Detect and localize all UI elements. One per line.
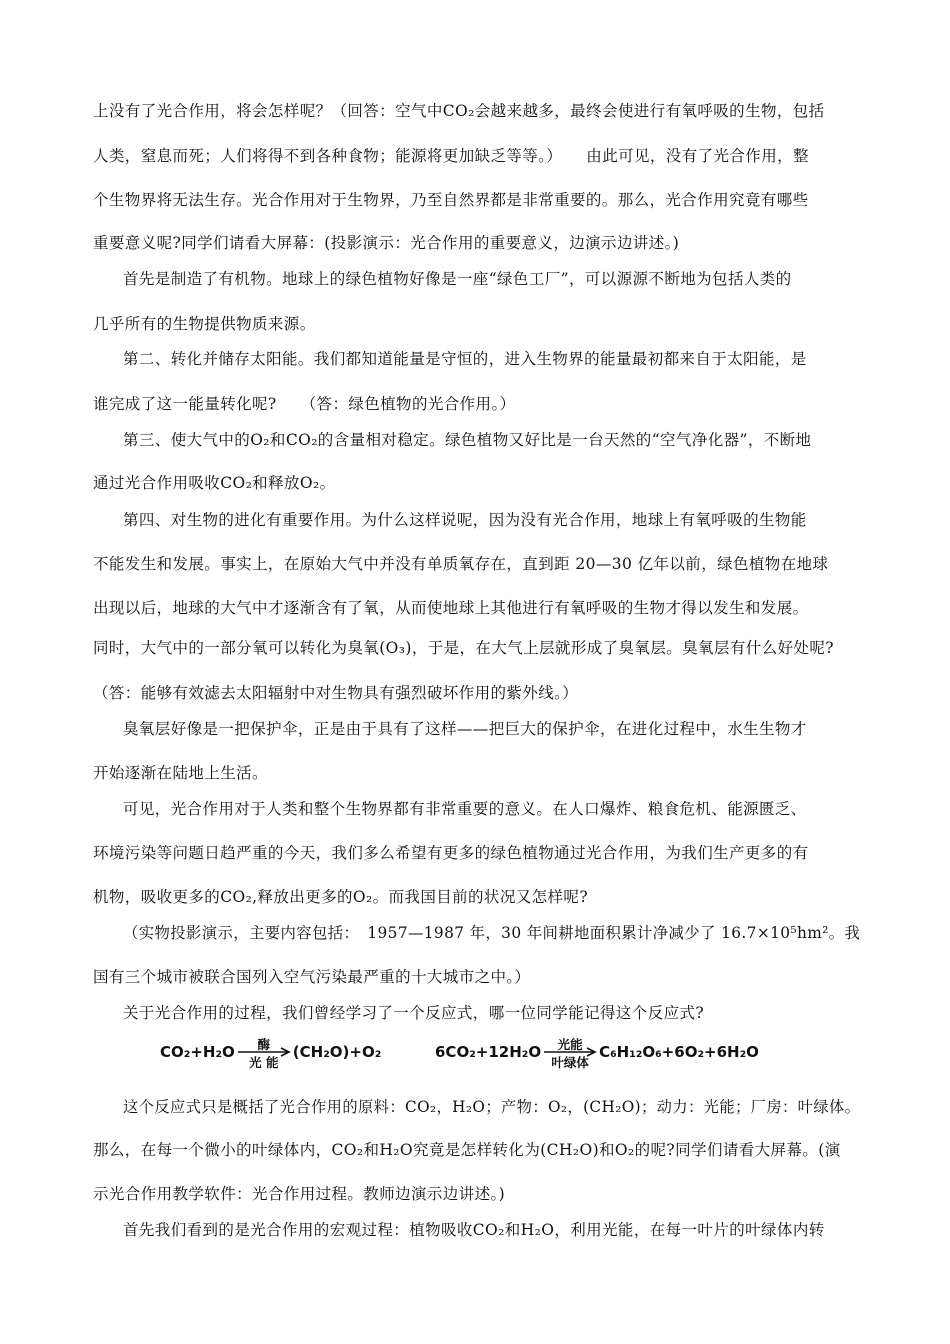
text-line: 重要意义呢?同学们请看大屏幕：(投影演示：光合作用的重要意义，边演示边讲述。) xyxy=(93,234,680,252)
arrow-condition-bottom: 光 能 xyxy=(249,1055,279,1070)
paragraph-first-line: 第四、对生物的进化有重要作用。为什么这样说呢，因为没有光合作用，地球上有氧呼吸的生物能 xyxy=(123,511,807,529)
text-line: （答：能够有效滤去太阳辐射中对生物具有强烈破坏作用的紫外线。） xyxy=(93,684,579,702)
equation-reactants: 6CO₂+12H₂O xyxy=(435,1043,542,1061)
paragraph-first-line: 第三、使大气中的O₂和CO₂的含量相对稳定。绿色植物又好比是一台天然的“空气净化器”，不断地 xyxy=(123,431,812,449)
text-line: 开始逐渐在陆地上生活。 xyxy=(93,764,268,782)
text-line: 环境污染等问题日趋严重的今天，我们多么希望有更多的绿色植物通过光合作用，为我们生产更多的有 xyxy=(93,844,809,862)
paragraph-first-line: 第二、转化并储存太阳能。我们都知道能量是守恒的，进入生物界的能量最初都来自于太阳能，是 xyxy=(123,350,807,368)
text-line: 同时，大气中的一部分氧可以转化为臭氧(O₃)，于是，在大气上层就形成了臭氧层。臭氧层有什么好处呢? xyxy=(93,639,834,657)
paragraph-first-line: 首先是制造了有机物。地球上的绿色植物好像是一座“绿色工厂”，可以源源不断地为包括人类的 xyxy=(123,270,792,288)
arrow-condition-bottom: 叶绿体 xyxy=(551,1055,589,1070)
paragraph-first-line: （实物投影演示，主要内容包括： 1957—1987 年，30 年间耕地面积累计净减少了 16.7×10⁵hm²。我 xyxy=(123,924,861,942)
text-line: 机物，吸收更多的CO₂,释放出更多的O₂。而我国目前的状况又怎样呢? xyxy=(93,888,589,906)
reaction-arrow xyxy=(237,1037,291,1070)
equation-reactants: CO₂+H₂O xyxy=(160,1043,235,1061)
text-line: 出现以后，地球的大气中才逐渐含有了氧，从而使地球上其他进行有氧呼吸的生物才得以发生和发展。 xyxy=(93,599,809,617)
equation-products: C₆H₁₂O₆+6O₂+6H₂O xyxy=(599,1043,759,1061)
arrow-condition-top: 光能 xyxy=(557,1037,583,1052)
text-line: 不能发生和发展。事实上，在原始大气中并没有单质氧存在，直到距 20—30 亿年以前，绿色植物在地球 xyxy=(93,555,829,573)
equation-products: (CH₂O)+O₂ xyxy=(292,1043,382,1061)
paragraph-first-line: 首先我们看到的是光合作用的宏观过程：植物吸收CO₂和H₂O，利用光能，在每一叶片的叶绿体内转 xyxy=(123,1221,825,1239)
text-line: 人类，窒息而死；人们将得不到各种食物；能源将更加缺乏等等。） 由此可见，没有了光合作用，整 xyxy=(93,147,809,165)
reaction-arrow xyxy=(543,1037,597,1070)
paragraph-first-line: 可见，光合作用对于人类和整个生物界都有非常重要的意义。在人口爆炸、粮食危机、能源匮乏、 xyxy=(123,800,807,818)
paragraph-first-line: 臭氧层好像是一把保护伞，正是由于具有了这样——把巨大的保护伞，在进化过程中，水生生物才 xyxy=(123,720,807,738)
paragraph-first-line: 这个反应式只是概括了光合作用的原料：CO₂，H₂O；产物：O₂，(CH₂O)；动力：光能；厂房：叶绿体。 xyxy=(123,1098,861,1116)
paragraph-first-line: 关于光合作用的过程，我们曾经学习了一个反应式，哪一位同学能记得这个反应式? xyxy=(123,1004,705,1022)
text-line: 国有三个城市被联合国列入空气污染最严重的十大城市之中。） xyxy=(93,968,531,986)
text-line: 通过光合作用吸收CO₂和释放O₂。 xyxy=(93,474,336,492)
arrow-condition-top: 酶 xyxy=(257,1037,271,1052)
text-line: 个生物界将无法生存。光合作用对于生物界，乃至自然界都是非常重要的。那么，光合作用究竟有哪些 xyxy=(93,191,809,209)
text-line: 几乎所有的生物提供物质来源。 xyxy=(93,315,316,333)
photosynthesis-equation-full xyxy=(435,1037,759,1073)
text-line: 谁完成了这一能量转化呢? （答：绿色植物的光合作用。） xyxy=(93,395,516,413)
photosynthesis-equation-simple xyxy=(160,1037,381,1073)
text-line: 上没有了光合作用，将会怎样呢？（回答：空气中CO₂会越来越多，最终会使进行有氧呼吸的生物，包括 xyxy=(93,102,825,120)
text-line: 示光合作用教学软件：光合作用过程。教师边演示边讲述。) xyxy=(93,1185,506,1203)
text-line: 那么，在每一个微小的叶绿体内，CO₂和H₂O究竟是怎样转化为(CH₂O)和O₂的呢?同学们请看大屏幕。(演 xyxy=(93,1141,841,1159)
